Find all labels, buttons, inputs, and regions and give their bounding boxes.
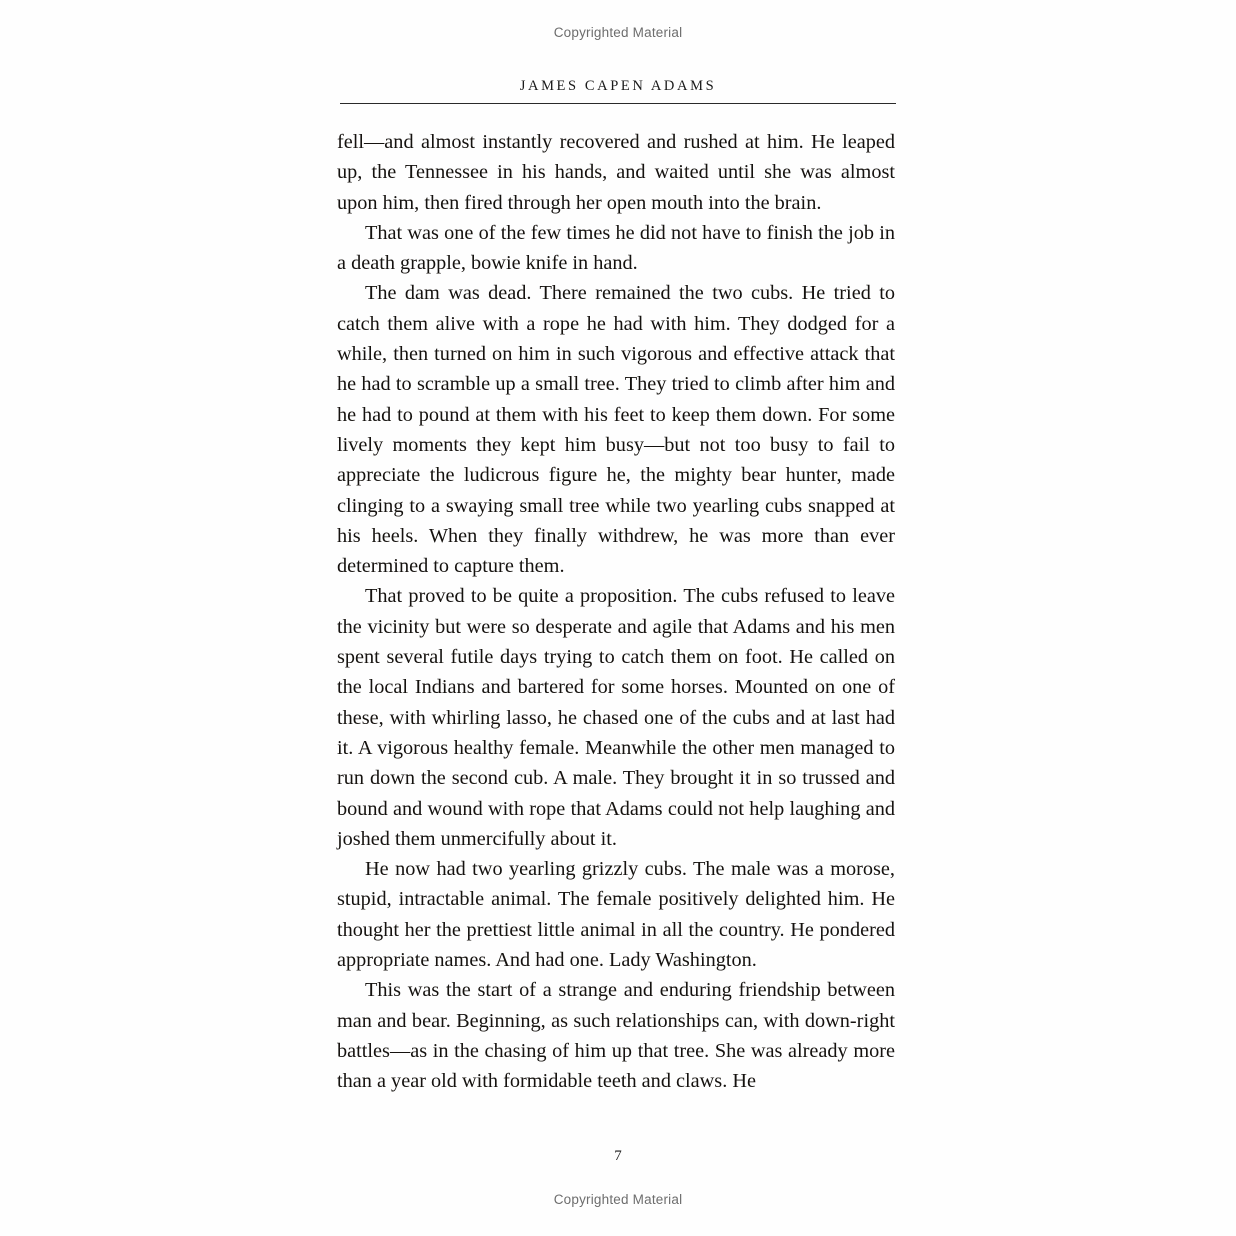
paragraph: He now had two yearling grizzly cubs. The male was a morose, stupid, intractable animal. The female positively delighted him. He thought her the prettiest little animal in all the country. He pondered appropriate names. And had one. Lady Washington. — [337, 858, 895, 972]
paragraph: This was the start of a strange and enduring friendship between man and bear. Beginning, as such relationships can, with down-right battles—as in the chasing of him up that tree. She was already more than a year old with formidable teeth and claws. He — [337, 979, 895, 1093]
running-head: JAMES CAPEN ADAMS — [519, 78, 717, 94]
paragraph: The dam was dead. There remained the two cubs. He tried to catch them alive with a rope he had with him. They dodged for a while, then turned on him in such vigorous and effective attack that he had to scramble up a small tree. They tried to climb after him and he had to pound at them with his feet to keep them down. For some lively moments they kept him busy—but not too busy to fail to appreciate the ludicrous figure he, the mighty bear hunter, made clinging to a swaying small tree while two yearling cubs snapped at his heels. When they finally withdrew, he was more than ever determined to capture them. — [337, 282, 895, 578]
paragraph: That proved to be quite a proposition. The cubs refused to leave the vicinity but were so desperate and agile that Adams and his men spent several futile days trying to catch them on foot. He called on the local Indians and bartered for some horses. Mounted on one of these, with whirling lasso, he chased one of the cubs and at last had it. A vigorous healthy female. Meanwhile the other men managed to run down the second cub. A male. They brought it in so trussed and bound and wound with rope that Adams could not help laughing and joshed them unmercifully about it. — [337, 585, 895, 850]
page-number: 7 — [614, 1148, 622, 1164]
paragraph: That was one of the few times he did not have to finish the job in a death grapple, bowie knife in hand. — [337, 221, 895, 275]
paragraph: fell—and almost instantly recovered and rushed at him. He leaped up, the Tennessee in his hands, and waited until she was almost upon him, then fired through her open mouth into the brain. — [337, 131, 895, 214]
body-text — [337, 127, 895, 1097]
header-rule — [340, 103, 896, 104]
copyright-watermark-bottom: Copyrighted Material — [553, 1192, 683, 1207]
copyright-watermark-top: Copyrighted Material — [553, 25, 683, 40]
